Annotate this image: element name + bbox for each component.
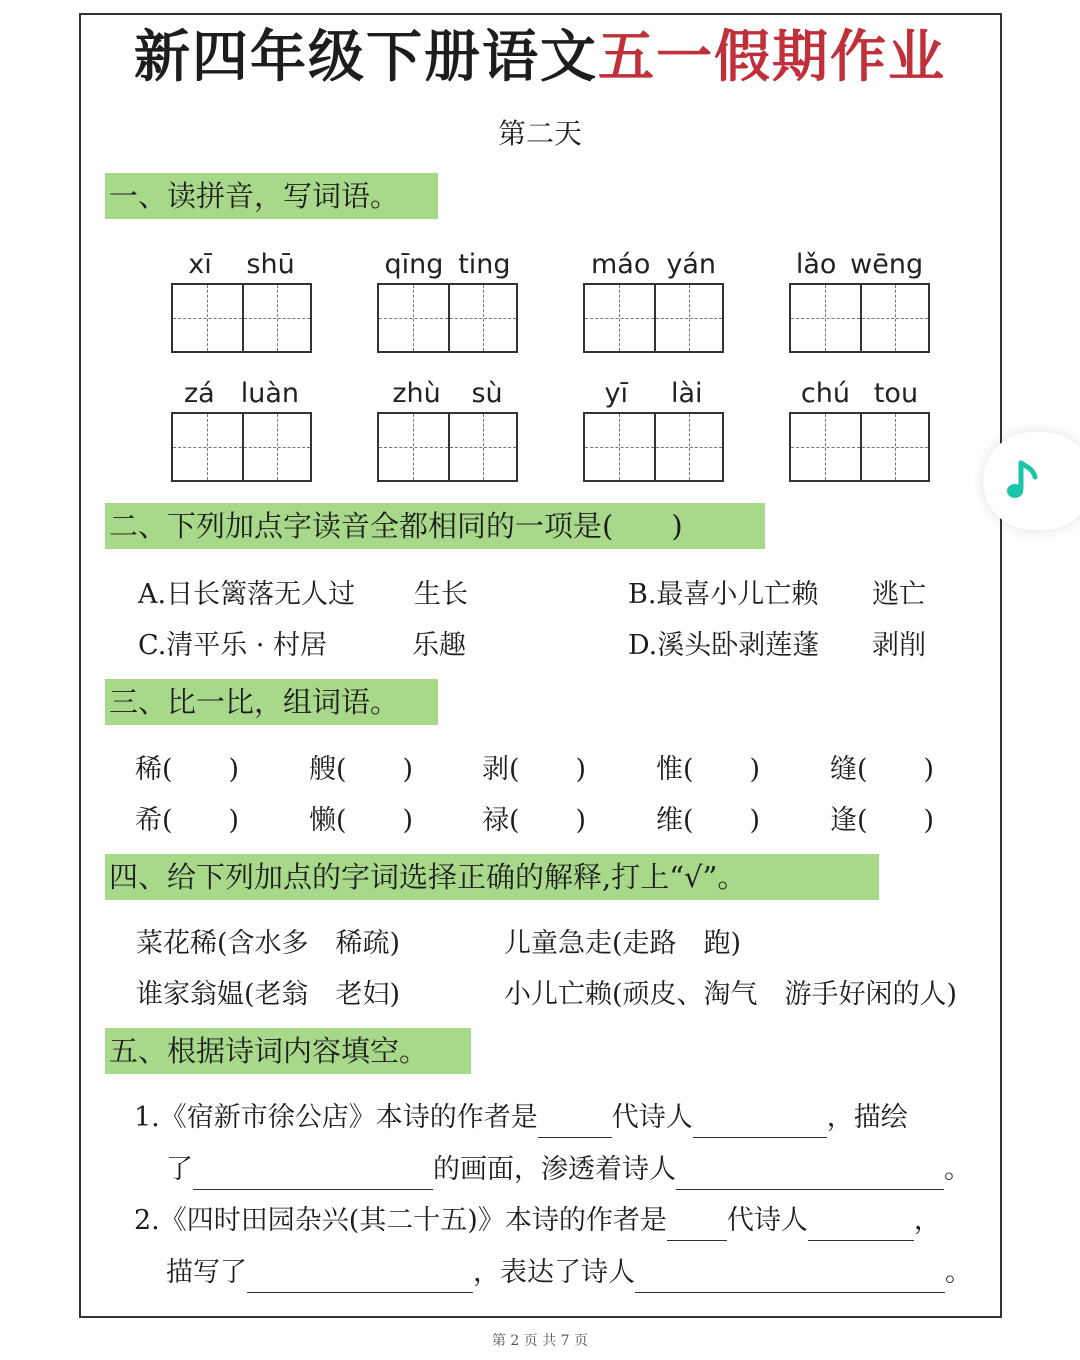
pinyin-item bbox=[583, 247, 724, 353]
pinyin-label bbox=[789, 376, 930, 412]
compare-char: 逢 bbox=[830, 805, 857, 836]
page-footer: 第 2 页 共 7 页 bbox=[491, 1333, 589, 1349]
pinyin-label bbox=[583, 247, 724, 283]
fill-question-2-line2 bbox=[166, 1253, 972, 1293]
compare-char: 维 bbox=[656, 805, 683, 836]
music-note-icon bbox=[1003, 459, 1043, 503]
writing-cell[interactable] bbox=[585, 285, 654, 351]
pinyin-item bbox=[377, 376, 518, 482]
q1-blank-poet[interactable] bbox=[693, 1107, 827, 1138]
pinyin-syllable: máo bbox=[590, 249, 651, 280]
q2-text-c: ， bbox=[913, 1205, 941, 1236]
pinyin-item bbox=[377, 247, 518, 353]
compare-char: 剥 bbox=[482, 754, 509, 785]
answer-parentheses[interactable]: ( ) bbox=[683, 805, 761, 836]
writing-cell[interactable] bbox=[242, 414, 311, 480]
writing-cell[interactable] bbox=[654, 414, 723, 480]
q2-end: 。 bbox=[945, 1257, 972, 1288]
writing-cell[interactable] bbox=[860, 285, 929, 351]
writing-grid[interactable] bbox=[377, 283, 518, 353]
pinyin-item bbox=[789, 247, 930, 353]
q1-text-b: 代诗人 bbox=[611, 1102, 693, 1133]
answer-parentheses[interactable]: ( ) bbox=[336, 754, 414, 785]
explain-item-4: 小儿亡赖(顽皮、淘气 游手好闲的人) bbox=[504, 979, 958, 1010]
section5-heading: 五、根据诗词内容填空。 bbox=[105, 1028, 471, 1074]
writing-cell[interactable] bbox=[860, 414, 929, 480]
pinyin-syllable: qīng bbox=[384, 249, 444, 280]
answer-parentheses[interactable]: ( ) bbox=[162, 805, 240, 836]
pinyin-syllable: lài bbox=[670, 378, 703, 409]
pinyin-item bbox=[171, 247, 312, 353]
q1-blank-feeling[interactable] bbox=[676, 1159, 944, 1190]
q2-text-a: 2.《四时田园杂兴(其二十五)》本诗的作者是 bbox=[134, 1205, 667, 1236]
compare-char: 禄 bbox=[482, 805, 509, 836]
pinyin-item bbox=[171, 376, 312, 482]
pinyin-syllable: yī bbox=[604, 378, 628, 409]
option-d-line: D.溪头卧剥莲蓬 bbox=[628, 630, 820, 661]
q2-blank-scene[interactable] bbox=[247, 1262, 473, 1293]
compare-item bbox=[135, 750, 239, 790]
pinyin-syllable: tou bbox=[873, 378, 919, 409]
q1-text-a: 1.《宿新市徐公店》本诗的作者是 bbox=[134, 1102, 538, 1133]
q2-text-e: ，表达了诗人 bbox=[473, 1257, 635, 1288]
pinyin-label bbox=[171, 376, 312, 412]
writing-cell[interactable] bbox=[585, 414, 654, 480]
writing-cell[interactable] bbox=[173, 414, 242, 480]
answer-parentheses[interactable]: ( ) bbox=[336, 805, 414, 836]
writing-cell[interactable] bbox=[448, 285, 517, 351]
pinyin-syllable: zá bbox=[184, 378, 215, 409]
option-d-word: 剥削 bbox=[872, 630, 926, 661]
pinyin-label bbox=[377, 376, 518, 412]
answer-parentheses[interactable]: ( ) bbox=[509, 805, 587, 836]
writing-cell[interactable] bbox=[173, 285, 242, 351]
writing-cell[interactable] bbox=[448, 414, 517, 480]
compare-item bbox=[656, 750, 760, 790]
pinyin-syllable: yán bbox=[666, 249, 716, 280]
title-black: 新四年级下册语文 bbox=[134, 24, 598, 90]
option-c-word: 乐趣 bbox=[412, 630, 466, 661]
writing-grid[interactable] bbox=[171, 283, 312, 353]
q2-text-d: 描写了 bbox=[166, 1257, 247, 1288]
answer-parentheses[interactable]: ( ) bbox=[509, 754, 587, 785]
fill-question-1-line1 bbox=[134, 1098, 908, 1138]
pinyin-label bbox=[789, 247, 930, 283]
compare-char: 惟 bbox=[656, 754, 683, 785]
answer-parentheses[interactable]: ( ) bbox=[857, 805, 935, 836]
answer-parentheses[interactable]: ( ) bbox=[857, 754, 935, 785]
pinyin-label bbox=[171, 247, 312, 283]
pinyin-syllable: xī bbox=[188, 249, 212, 280]
writing-cell[interactable] bbox=[654, 285, 723, 351]
pinyin-syllable: chú bbox=[800, 378, 850, 409]
pinyin-syllable: lǎo bbox=[795, 249, 837, 280]
q2-blank-feeling[interactable] bbox=[635, 1262, 945, 1293]
compare-char: 缝 bbox=[830, 754, 857, 785]
compare-item bbox=[309, 750, 413, 790]
page-subtitle: 第二天 bbox=[497, 117, 582, 150]
pinyin-syllable: luàn bbox=[240, 378, 299, 409]
q1-text-c: ，描绘 bbox=[826, 1102, 908, 1133]
writing-cell[interactable] bbox=[791, 414, 860, 480]
title-red: 五一假期作业 bbox=[598, 24, 946, 90]
writing-grid[interactable] bbox=[789, 412, 930, 482]
q2-blank-poet[interactable] bbox=[808, 1210, 914, 1241]
writing-grid[interactable] bbox=[583, 283, 724, 353]
music-badge[interactable] bbox=[983, 432, 1080, 530]
compare-char: 懒 bbox=[309, 805, 336, 836]
q1-end: 。 bbox=[944, 1154, 971, 1185]
q1-text-e: 的画面，渗透着诗人 bbox=[433, 1154, 676, 1185]
option-b-line: B.最喜小儿亡赖 bbox=[628, 579, 819, 610]
section1-heading: 一、读拼音，写词语。 bbox=[105, 173, 438, 219]
pinyin-syllable: wēng bbox=[850, 249, 924, 280]
compare-item bbox=[309, 801, 413, 841]
compare-item bbox=[135, 801, 239, 841]
pinyin-item bbox=[583, 376, 724, 482]
compare-item bbox=[656, 801, 760, 841]
fill-question-1-line2 bbox=[166, 1150, 971, 1190]
pinyin-label bbox=[377, 247, 518, 283]
answer-parentheses[interactable]: ( ) bbox=[162, 754, 240, 785]
section4-heading: 四、给下列加点的字词选择正确的解释,打上“√”。 bbox=[105, 854, 879, 900]
pinyin-syllable: shū bbox=[246, 249, 295, 280]
writing-grid[interactable] bbox=[377, 412, 518, 482]
writing-grid[interactable] bbox=[171, 412, 312, 482]
writing-cell[interactable] bbox=[791, 285, 860, 351]
writing-grid[interactable] bbox=[583, 412, 724, 482]
fill-question-2-line1 bbox=[134, 1201, 941, 1241]
answer-parentheses[interactable]: ( ) bbox=[683, 754, 761, 785]
pinyin-item bbox=[789, 376, 930, 482]
page-title bbox=[0, 22, 1080, 92]
compare-item bbox=[482, 750, 586, 790]
compare-item bbox=[482, 801, 586, 841]
compare-item bbox=[830, 750, 934, 790]
pinyin-label bbox=[583, 376, 724, 412]
section3-heading: 三、比一比，组词语。 bbox=[105, 679, 438, 725]
compare-char: 稀 bbox=[135, 754, 162, 785]
pinyin-syllable: zhù bbox=[392, 378, 441, 409]
explain-item-2: 儿童急走(走路 跑) bbox=[504, 928, 742, 959]
option-c-line: C.清平乐 · 村居 bbox=[138, 630, 328, 661]
q1-text-d: 了 bbox=[166, 1154, 193, 1185]
pinyin-syllable: ting bbox=[458, 249, 511, 280]
q1-blank-scene[interactable] bbox=[193, 1159, 433, 1190]
writing-cell[interactable] bbox=[379, 285, 448, 351]
compare-char: 艘 bbox=[309, 754, 336, 785]
pinyin-syllable: sù bbox=[471, 378, 503, 409]
writing-grid[interactable] bbox=[789, 283, 930, 353]
option-b-word: 逃亡 bbox=[872, 579, 926, 610]
explain-item-1: 菜花稀(含水多 稀疏) bbox=[136, 928, 401, 959]
section2-heading: 二、下列加点字读音全都相同的一项是( ) bbox=[105, 503, 765, 549]
compare-item bbox=[830, 801, 934, 841]
explain-item-3: 谁家翁媪(老翁 老妇) bbox=[136, 979, 401, 1010]
option-a-line: A.日长篱落无人过 bbox=[138, 579, 356, 610]
writing-cell[interactable] bbox=[379, 414, 448, 480]
q2-blank-dynasty[interactable] bbox=[667, 1210, 727, 1241]
writing-cell[interactable] bbox=[242, 285, 311, 351]
q2-text-b: 代诗人 bbox=[726, 1205, 808, 1236]
compare-char: 希 bbox=[135, 805, 162, 836]
option-a-word: 生长 bbox=[414, 579, 468, 610]
q1-blank-dynasty[interactable] bbox=[538, 1107, 612, 1138]
